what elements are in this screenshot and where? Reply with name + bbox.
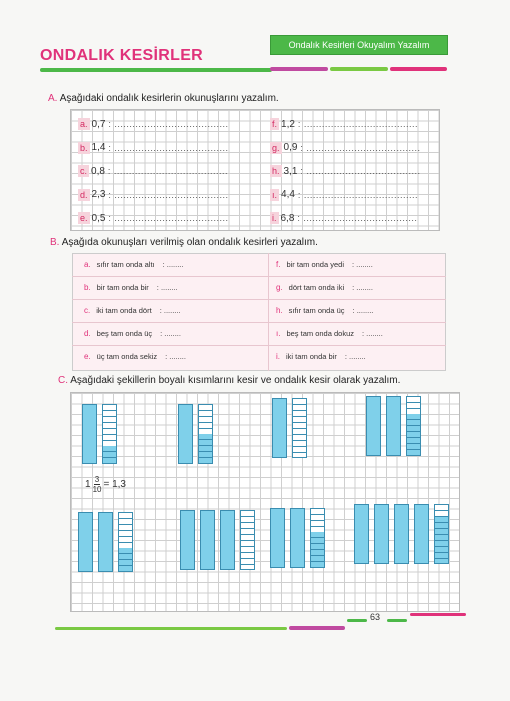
answer-blank[interactable]: : ...................................... — [297, 119, 418, 129]
full-strip — [414, 504, 429, 564]
section-c-heading — [58, 375, 400, 386]
item-tag: ı. — [272, 189, 278, 200]
item-tag: d. — [80, 189, 88, 200]
reading-text: dört tam onda iki — [288, 283, 345, 292]
section-a-row — [78, 189, 228, 201]
answer-blank[interactable]: : ........ — [165, 352, 186, 361]
table-divider — [72, 345, 446, 346]
tenths-strip — [118, 512, 133, 572]
section-c-instruction: Aşağıdaki şekillerin boyalı kısımlarını kesir ve ondalık kesir olarak yazalım. — [70, 375, 401, 386]
decimal-value: 0,7 — [91, 118, 106, 130]
item-tag: h. — [276, 306, 283, 315]
item-tag: d. — [84, 329, 91, 338]
item-tag: i. — [276, 352, 280, 361]
section-c-grid — [70, 392, 460, 612]
answer-blank[interactable]: : ........ — [156, 283, 178, 292]
tenths-strip — [102, 404, 117, 464]
item-tag: h. — [272, 166, 280, 176]
answer-blank[interactable]: : ...................................... — [108, 142, 229, 153]
section-a-instruction: Aşağıdaki ondalık kesirlerin okunuşlarını yazalım. — [59, 93, 279, 104]
header-bar-green — [40, 68, 272, 72]
item-tag: c. — [84, 306, 91, 315]
table-divider — [72, 322, 446, 323]
full-strip — [394, 504, 409, 564]
example-whole: 1 — [85, 479, 91, 490]
answer-blank[interactable]: : ...................................... — [300, 142, 421, 153]
topic-label: Ondalık Kesirleri Okuyalım Yazalım — [270, 35, 448, 55]
full-strip — [270, 508, 285, 568]
reading-text: iki tam onda dört — [96, 306, 152, 315]
item-tag: e. — [80, 213, 88, 223]
full-strip — [220, 510, 235, 570]
section-b-row — [84, 301, 181, 320]
item-tag: g. — [276, 283, 283, 292]
page-number: 63 — [370, 612, 381, 622]
decimal-value: 2,3 — [91, 189, 106, 200]
tenths-strip — [406, 396, 421, 456]
reading-text: sıfır tam onda üç — [288, 306, 345, 315]
full-strip — [98, 512, 113, 572]
decimal-value: 1,2 — [281, 118, 295, 130]
footer-bar-green — [55, 627, 287, 630]
example-numerator: 3 — [94, 475, 100, 484]
reading-text: bir tam onda yedi — [286, 260, 344, 269]
item-tag: f. — [272, 119, 278, 129]
footer-bar-green3 — [387, 619, 407, 622]
full-strip — [78, 512, 93, 572]
reading-text: üç tam onda sekiz — [96, 352, 158, 361]
answer-blank[interactable]: : ........ — [160, 329, 181, 338]
footer-bar-pink — [410, 613, 466, 616]
item-tag: e. — [84, 352, 91, 361]
full-strip — [272, 398, 287, 458]
item-tag: i. — [272, 213, 277, 223]
reading-text: beş tam onda üç — [96, 329, 153, 338]
shaded-tenths — [311, 532, 324, 567]
page-title: ONDALIK KESİRLER — [40, 47, 204, 64]
full-strip — [290, 508, 305, 568]
table-divider — [72, 276, 446, 277]
reading-text: beş tam onda dokuz — [286, 329, 354, 338]
table-divider — [268, 253, 269, 371]
shaded-tenths — [103, 446, 116, 463]
full-strip — [354, 504, 369, 564]
full-strip — [386, 396, 401, 456]
item-tag: a. — [80, 119, 88, 129]
section-a-row — [78, 142, 228, 154]
item-tag: a. — [84, 260, 91, 269]
decimal-value: 0,5 — [91, 212, 106, 224]
answer-blank[interactable]: : ........ — [162, 260, 184, 269]
section-b-row — [276, 347, 366, 366]
footer-bar-purple — [289, 626, 345, 630]
section-a-heading — [48, 93, 279, 104]
answer-blank[interactable]: : ........ — [352, 283, 373, 292]
section-a-row — [270, 212, 417, 224]
section-a-row — [270, 118, 418, 130]
full-strip — [200, 510, 215, 570]
tenths-strip — [434, 504, 449, 564]
answer-blank[interactable]: : ........ — [344, 352, 366, 361]
section-a-row — [270, 142, 420, 154]
shaded-tenths — [199, 434, 212, 463]
answer-blank[interactable]: : ...................................... — [108, 119, 229, 129]
answer-blank[interactable]: : ...................................... — [300, 166, 421, 176]
answer-blank[interactable]: : ...................................... — [297, 189, 418, 200]
header-bar-green2 — [330, 67, 388, 71]
section-b-instruction: Aşağıda okunuşları verilmiş olan ondalık kesirleri yazalım. — [61, 237, 318, 248]
answer-blank[interactable]: : ...................................... — [108, 189, 229, 200]
example-fraction — [93, 475, 102, 494]
footer-bar-green2 — [347, 619, 367, 622]
section-a-letter: A. — [48, 93, 58, 104]
shaded-tenths — [119, 548, 132, 571]
full-strip — [374, 504, 389, 564]
example-result: = 1,3 — [103, 479, 126, 490]
item-tag: g. — [272, 142, 280, 153]
tenths-strip — [240, 510, 255, 570]
full-strip — [180, 510, 195, 570]
section-a-row — [270, 189, 418, 201]
tenths-strip — [292, 398, 307, 458]
example-denominator: 10 — [92, 485, 102, 494]
table-divider — [72, 299, 446, 300]
section-b-row — [276, 255, 373, 274]
answer-blank[interactable]: : ........ — [352, 260, 373, 269]
section-a-row — [78, 165, 228, 177]
item-tag: b. — [80, 142, 88, 153]
decimal-value: 0,8 — [91, 165, 105, 177]
section-a-row — [78, 118, 228, 130]
decimal-value: 4,4 — [281, 189, 295, 200]
reading-text: sıfır tam onda altı — [96, 260, 155, 269]
section-a-row — [270, 165, 420, 177]
header-bar-purple — [270, 67, 328, 71]
decimal-value: 1,4 — [91, 142, 106, 153]
decimal-value: 0,9 — [283, 142, 298, 153]
section-a-row — [78, 212, 228, 224]
example-answer — [85, 475, 126, 494]
section-b-heading — [50, 237, 318, 248]
tenths-strip — [310, 508, 325, 568]
section-b-row — [276, 301, 373, 320]
answer-blank[interactable]: : ........ — [352, 306, 374, 315]
header-bar-pink — [390, 67, 447, 71]
full-strip — [82, 404, 97, 464]
reading-text: iki tam onda bir — [286, 352, 337, 361]
section-b-row — [84, 255, 183, 274]
answer-blank[interactable]: : ...................................... — [107, 166, 228, 176]
section-c-letter: C. — [58, 375, 68, 386]
section-b-letter: B. — [50, 237, 60, 248]
item-tag: c. — [80, 166, 88, 176]
answer-blank[interactable]: : ...................................... — [297, 213, 418, 223]
section-b-row — [84, 324, 181, 343]
section-b-row — [276, 278, 373, 297]
item-tag: f. — [276, 260, 281, 269]
answer-blank[interactable]: : ........ — [159, 306, 181, 315]
reading-text: bir tam onda bir — [96, 283, 149, 292]
answer-blank[interactable]: : ........ — [362, 329, 383, 338]
shaded-tenths — [407, 414, 420, 455]
decimal-value: 3,1 — [283, 165, 298, 177]
full-strip — [366, 396, 381, 456]
full-strip — [178, 404, 193, 464]
section-b-row — [84, 278, 178, 297]
section-b-row — [276, 324, 383, 343]
item-tag: b. — [84, 283, 91, 292]
section-b-row — [84, 347, 186, 366]
decimal-value: 6,8 — [280, 212, 295, 224]
item-tag: ı. — [276, 329, 281, 338]
tenths-strip — [198, 404, 213, 464]
shaded-tenths — [435, 517, 448, 563]
answer-blank[interactable]: : ...................................... — [108, 213, 229, 223]
